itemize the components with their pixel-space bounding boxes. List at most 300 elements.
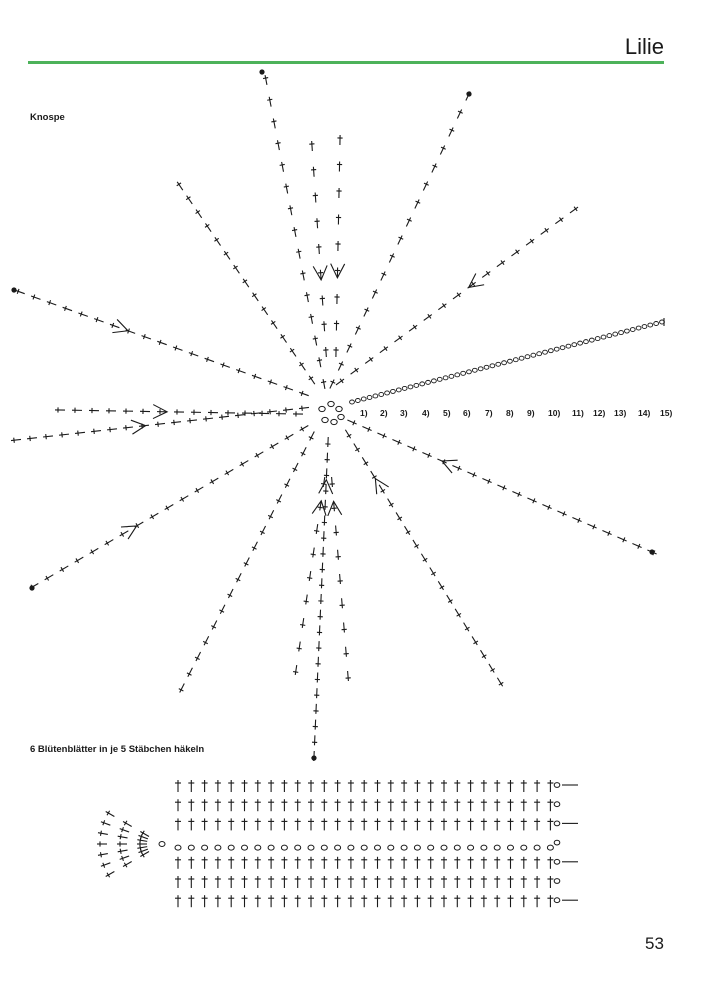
chain-stitch xyxy=(379,392,384,396)
treble-stitch xyxy=(414,818,420,830)
treble-stitch xyxy=(268,780,274,792)
chain-stitch xyxy=(502,361,507,365)
treble-stitch xyxy=(348,818,354,830)
treble-stitch xyxy=(281,857,287,869)
treble-stitch xyxy=(404,216,413,227)
treble-stitch xyxy=(481,780,487,792)
treble-stitch xyxy=(255,799,261,811)
treble-stitch xyxy=(203,416,214,422)
treble-stitch xyxy=(361,818,367,830)
treble-stitch xyxy=(401,857,407,869)
chain-stitch xyxy=(490,364,495,368)
treble-stitch xyxy=(494,857,500,869)
treble-stitch xyxy=(300,618,307,629)
treble-stitch xyxy=(401,818,407,830)
chain-stitch xyxy=(188,845,194,850)
treble-stitch xyxy=(428,876,434,888)
round-number: 10) xyxy=(548,408,561,418)
chain-stitch xyxy=(566,344,571,348)
treble-stitch xyxy=(308,876,314,888)
treble-stitch xyxy=(468,857,474,869)
chain-stitch xyxy=(401,845,407,850)
center-chain-ring xyxy=(319,406,325,411)
chain-stitch xyxy=(619,331,624,335)
treble-stitch xyxy=(188,857,194,869)
treble-stitch xyxy=(202,857,208,869)
treble-stitch xyxy=(343,647,349,657)
treble-stitch xyxy=(376,431,387,440)
treble-stitch xyxy=(175,895,181,907)
chain-stitch xyxy=(391,389,396,393)
turning-chain xyxy=(554,859,560,864)
treble-stitch xyxy=(337,135,342,145)
treble-stitch xyxy=(172,345,183,353)
slip-stitch-dot xyxy=(29,585,34,590)
treble-stitch xyxy=(352,442,362,453)
treble-stitch xyxy=(321,857,327,869)
treble-stitch xyxy=(295,895,301,907)
treble-stitch xyxy=(203,222,213,233)
treble-stitch xyxy=(445,594,455,605)
treble-stitch xyxy=(320,562,326,572)
treble-stitch xyxy=(325,437,331,447)
treble-stitch xyxy=(361,876,367,888)
treble-stitch xyxy=(295,780,301,792)
treble-stitch xyxy=(547,895,553,907)
treble-stitch xyxy=(222,250,232,261)
chain-stitch xyxy=(642,325,647,329)
treble-stitch xyxy=(188,876,194,888)
chain-stitch xyxy=(468,845,474,850)
chain-stitch xyxy=(454,845,460,850)
chain-stitch xyxy=(554,347,559,351)
treble-stitch xyxy=(451,463,462,472)
treble-stitch xyxy=(242,895,248,907)
petal-fan-stitch xyxy=(137,841,147,846)
petal-fan-stitch xyxy=(97,841,107,846)
treble-stitch xyxy=(300,270,307,281)
treble-stitch xyxy=(242,857,248,869)
treble-stitch xyxy=(157,409,167,414)
center-chain-ring xyxy=(322,417,328,422)
treble-stitch xyxy=(510,248,521,258)
treble-stitch xyxy=(334,294,339,304)
treble-stitch xyxy=(375,895,381,907)
treble-stitch xyxy=(283,183,290,194)
treble-stitch xyxy=(454,780,460,792)
center-chain-ring xyxy=(331,419,337,424)
treble-stitch xyxy=(268,876,274,888)
chain-stitch xyxy=(175,845,181,850)
treble-stitch xyxy=(494,818,500,830)
treble-stitch xyxy=(346,418,357,427)
treble-stitch xyxy=(123,408,133,413)
chain-stitch xyxy=(426,380,431,384)
treble-stitch xyxy=(175,180,185,191)
round-number: 13) xyxy=(614,408,627,418)
treble-stitch xyxy=(414,876,420,888)
treble-stitch xyxy=(225,410,235,415)
chain-stitch xyxy=(308,845,314,850)
treble-stitch xyxy=(267,379,278,387)
treble-stitch xyxy=(468,780,474,792)
treble-stitch xyxy=(156,339,167,347)
treble-stitch xyxy=(468,895,474,907)
chain-stitch xyxy=(373,394,378,398)
treble-stitch xyxy=(251,541,260,552)
chain-stitch xyxy=(335,845,341,850)
chain-stitch xyxy=(441,845,447,850)
treble-stitch xyxy=(228,818,234,830)
treble-stitch xyxy=(337,161,342,171)
treble-stitch xyxy=(470,635,480,646)
treble-stitch xyxy=(348,780,354,792)
treble-stitch xyxy=(324,453,330,463)
treble-stitch xyxy=(11,437,22,443)
treble-stitch xyxy=(174,409,184,414)
chain-stitch xyxy=(321,845,327,850)
treble-stitch xyxy=(335,780,341,792)
slip-stitch-dot xyxy=(259,69,264,74)
treble-stitch xyxy=(103,537,114,547)
round-number: 14) xyxy=(638,408,651,418)
treble-stitch xyxy=(299,446,308,457)
treble-stitch xyxy=(314,218,320,228)
treble-stitch xyxy=(321,379,328,390)
treble-stitch xyxy=(281,799,287,811)
chain-stitch xyxy=(521,845,527,850)
chain-stitch xyxy=(388,845,394,850)
treble-stitch xyxy=(402,525,412,536)
treble-stitch xyxy=(188,350,199,358)
treble-stitch xyxy=(360,456,370,467)
treble-stitch xyxy=(283,407,294,413)
treble-stitch xyxy=(253,450,264,460)
chain-stitch xyxy=(348,845,354,850)
treble-stitch xyxy=(177,682,186,693)
treble-stitch xyxy=(321,780,327,792)
chain-stitch xyxy=(589,338,594,342)
treble-stitch xyxy=(324,468,330,478)
treble-stitch xyxy=(317,610,323,620)
treble-stitch xyxy=(441,780,447,792)
treble-stitch xyxy=(375,799,381,811)
treble-stitch xyxy=(202,780,208,792)
treble-stitch xyxy=(321,531,327,541)
round-number: 2) xyxy=(380,408,388,418)
treble-stitch xyxy=(295,799,301,811)
chain-stitch xyxy=(543,350,548,354)
treble-stitch xyxy=(215,895,221,907)
treble-stitch xyxy=(263,75,270,86)
treble-stitch xyxy=(421,450,432,459)
treble-stitch xyxy=(345,671,351,681)
treble-stitch xyxy=(317,625,323,635)
treble-stitch xyxy=(298,390,309,398)
chain-stitch xyxy=(215,845,221,850)
round-number: 4) xyxy=(422,408,430,418)
treble-stitch xyxy=(534,857,540,869)
treble-stitch xyxy=(454,799,460,811)
treble-stitch xyxy=(454,895,460,907)
chain-stitch xyxy=(625,329,630,333)
treble-stitch xyxy=(313,704,319,714)
treble-stitch xyxy=(387,252,396,263)
treble-stitch xyxy=(385,497,395,508)
turning-chain xyxy=(554,783,560,788)
chain-stitch xyxy=(560,346,565,350)
treble-stitch xyxy=(336,214,341,224)
treble-stitch xyxy=(187,417,198,423)
treble-stitch xyxy=(281,895,287,907)
round-number: 15) xyxy=(660,408,673,418)
treble-stitch xyxy=(388,895,394,907)
treble-stitch xyxy=(556,509,567,518)
treble-stitch xyxy=(481,476,492,485)
treble-stitch xyxy=(316,357,323,368)
round-number: 9) xyxy=(527,408,535,418)
treble-stitch xyxy=(242,799,248,811)
chain-stitch xyxy=(630,328,635,332)
treble-stitch xyxy=(547,876,553,888)
treble-stitch xyxy=(547,780,553,792)
treble-stitch xyxy=(242,818,248,830)
treble-stitch xyxy=(329,477,335,487)
treble-stitch xyxy=(521,818,527,830)
treble-stitch xyxy=(220,362,231,370)
treble-stitch xyxy=(333,525,339,535)
treble-stitch xyxy=(631,541,642,550)
treble-stitch xyxy=(310,547,317,558)
slip-stitch-dot xyxy=(649,549,654,554)
treble-stitch xyxy=(238,458,249,468)
petal-fan-stitch xyxy=(98,830,109,837)
treble-stitch xyxy=(298,361,308,372)
treble-stitch xyxy=(494,895,500,907)
chain-stitch xyxy=(255,845,261,850)
treble-stitch xyxy=(341,622,347,632)
treble-stitch xyxy=(287,205,294,216)
chain-stitch xyxy=(548,349,553,353)
treble-stitch xyxy=(441,799,447,811)
treble-stitch xyxy=(375,857,381,869)
treble-stitch xyxy=(336,360,345,371)
treble-stitch xyxy=(436,580,446,591)
treble-stitch xyxy=(468,799,474,811)
treble-stitch xyxy=(335,818,341,830)
treble-stitch xyxy=(393,334,404,344)
treble-stitch xyxy=(215,857,221,869)
chain-stitch xyxy=(584,340,589,344)
chain-stitch xyxy=(472,368,477,372)
treble-stitch xyxy=(281,876,287,888)
treble-stitch xyxy=(202,895,208,907)
treble-stitch xyxy=(148,511,159,521)
treble-stitch xyxy=(309,141,315,151)
chain-stitch xyxy=(636,326,641,330)
treble-stitch xyxy=(454,876,460,888)
treble-stitch xyxy=(228,799,234,811)
chain-stitch xyxy=(513,358,518,362)
chain-stitch xyxy=(350,400,355,404)
treble-stitch xyxy=(321,895,327,907)
treble-stitch xyxy=(508,876,514,888)
treble-stitch xyxy=(321,876,327,888)
chain-stitch xyxy=(478,367,483,371)
petal-fan-stitch xyxy=(117,841,127,846)
treble-stitch xyxy=(428,857,434,869)
increase-v-symbol xyxy=(121,526,137,539)
treble-stitch xyxy=(414,799,420,811)
treble-stitch xyxy=(554,216,565,226)
treble-stitch xyxy=(388,818,394,830)
treble-stitch xyxy=(307,430,316,441)
treble-stitch xyxy=(194,208,204,219)
treble-stitch xyxy=(193,485,204,495)
treble-stitch xyxy=(250,291,260,302)
treble-stitch xyxy=(441,857,447,869)
chain-stitch xyxy=(519,356,524,360)
turning-chain xyxy=(554,802,560,807)
treble-stitch xyxy=(123,424,134,430)
treble-stitch xyxy=(388,857,394,869)
treble-stitch xyxy=(375,818,381,830)
treble-stitch xyxy=(178,493,189,503)
treble-stitch xyxy=(140,409,150,414)
treble-stitch xyxy=(361,424,372,433)
treble-stitch xyxy=(388,780,394,792)
treble-stitch xyxy=(428,818,434,830)
treble-stitch xyxy=(208,410,218,415)
treble-stitch xyxy=(335,267,340,277)
treble-stitch xyxy=(521,876,527,888)
treble-stitch xyxy=(202,635,211,646)
treble-stitch xyxy=(408,323,419,333)
treble-stitch xyxy=(188,818,194,830)
slip-stitch-dot xyxy=(311,755,316,760)
treble-stitch xyxy=(109,322,120,330)
chain-stitch xyxy=(607,334,612,338)
treble-stitch xyxy=(188,780,194,792)
treble-stitch xyxy=(353,324,362,335)
treble-stitch xyxy=(441,876,447,888)
treble-stitch xyxy=(616,535,627,544)
treble-stitch xyxy=(141,333,152,341)
chain-stitch xyxy=(449,374,454,378)
treble-stitch xyxy=(308,818,314,830)
treble-stitch xyxy=(534,818,540,830)
treble-stitch xyxy=(394,511,404,522)
treble-stitch xyxy=(204,356,215,364)
increase-v-symbol xyxy=(131,420,146,434)
treble-stitch xyxy=(314,524,321,535)
round-number: 5) xyxy=(443,408,451,418)
chain-stitch xyxy=(361,845,367,850)
petal-fan-stitch xyxy=(100,819,111,827)
treble-stitch xyxy=(534,895,540,907)
treble-stitch xyxy=(333,347,338,357)
treble-stitch xyxy=(361,780,367,792)
treble-stitch xyxy=(495,676,505,687)
treble-stitch xyxy=(414,857,420,869)
round-number: 1) xyxy=(360,408,368,418)
treble-stitch xyxy=(547,818,553,830)
treble-stitch xyxy=(547,799,553,811)
treble-stitch xyxy=(43,433,54,439)
chain-stitch xyxy=(443,376,448,380)
treble-stitch xyxy=(454,857,460,869)
treble-stitch xyxy=(213,236,223,247)
treble-stitch xyxy=(318,594,324,604)
treble-stitch xyxy=(202,799,208,811)
treble-stitch xyxy=(184,194,194,205)
treble-stitch xyxy=(215,780,221,792)
treble-stitch xyxy=(235,367,246,375)
treble-stitch xyxy=(322,515,328,525)
chain-stitch xyxy=(534,845,540,850)
treble-stitch xyxy=(419,552,429,563)
treble-stitch xyxy=(188,895,194,907)
treble-stitch xyxy=(251,373,262,381)
treble-stitch xyxy=(202,818,208,830)
chain-stitch xyxy=(414,845,420,850)
treble-stitch xyxy=(481,799,487,811)
treble-stitch xyxy=(461,621,471,632)
chain-stitch xyxy=(461,371,466,375)
treble-stitch xyxy=(451,291,462,301)
chain-stitch xyxy=(455,373,460,377)
treble-stitch xyxy=(295,857,301,869)
chain-stitch xyxy=(295,845,301,850)
treble-stitch xyxy=(271,118,278,129)
treble-stitch xyxy=(268,818,274,830)
treble-stitch xyxy=(388,799,394,811)
chain-stitch xyxy=(496,362,501,366)
chain-stitch xyxy=(437,377,442,381)
treble-stitch xyxy=(454,818,460,830)
treble-stitch xyxy=(334,320,339,330)
treble-stitch xyxy=(495,259,506,269)
treble-stitch xyxy=(313,719,319,729)
treble-stitch xyxy=(521,799,527,811)
chain-stitch xyxy=(484,365,489,369)
treble-stitch xyxy=(379,270,388,281)
treble-stitch xyxy=(275,493,284,504)
chain-stitch xyxy=(385,391,390,395)
treble-stitch xyxy=(223,467,234,477)
treble-stitch xyxy=(308,780,314,792)
treble-stitch xyxy=(508,895,514,907)
treble-stitch xyxy=(525,237,536,247)
treble-stitch xyxy=(268,895,274,907)
treble-stitch xyxy=(361,799,367,811)
petal-fan-stitch xyxy=(117,834,128,841)
chain-stitch xyxy=(547,845,553,850)
treble-stitch xyxy=(430,162,439,173)
treble-stitch xyxy=(396,234,405,245)
treble-stitch xyxy=(508,780,514,792)
chain-stitch xyxy=(396,388,401,392)
treble-stitch xyxy=(521,895,527,907)
treble-stitch xyxy=(320,295,326,305)
treble-stitch xyxy=(267,509,276,520)
treble-stitch xyxy=(511,489,522,498)
section-label-petals: 6 Blütenblätter in je 5 Stäbchen häkeln xyxy=(30,744,205,755)
chain-stitch xyxy=(431,379,436,383)
treble-stitch xyxy=(296,248,303,259)
treble-stitch xyxy=(46,299,57,307)
treble-stitch xyxy=(303,594,310,605)
